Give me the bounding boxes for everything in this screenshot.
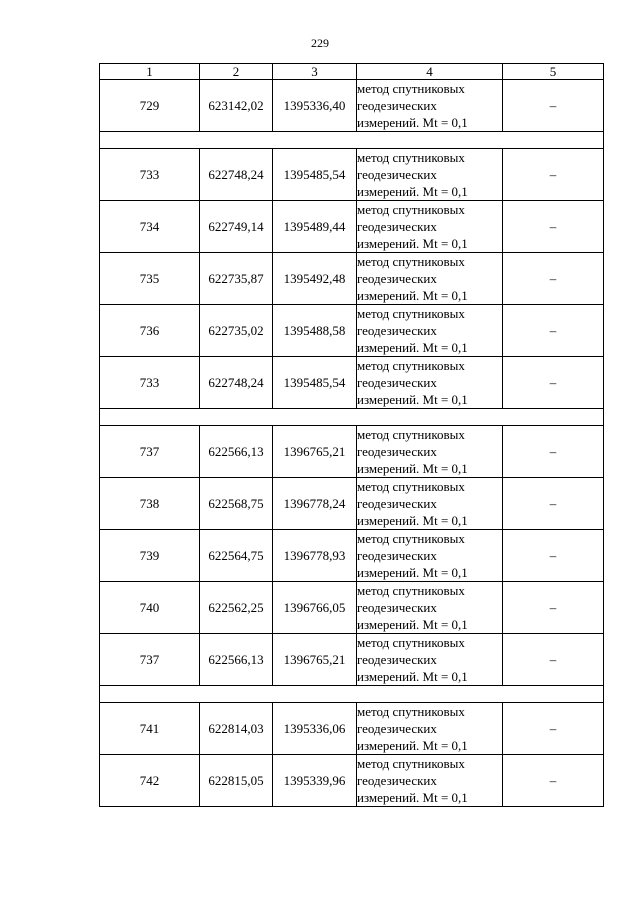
table-body	[100, 80, 604, 807]
method-line: измерений. Mt = 0,1	[357, 288, 468, 303]
x-coordinate-cell: 622748,24	[200, 149, 273, 201]
method-cell	[357, 703, 503, 755]
method-line: измерений. Mt = 0,1	[357, 340, 468, 355]
method-line: метод спутниковых	[357, 427, 465, 442]
point-number-cell: 738	[100, 478, 200, 530]
point-number-cell: 735	[100, 253, 200, 305]
method-line: измерений. Mt = 0,1	[357, 738, 468, 753]
method-line: геодезических	[357, 496, 437, 511]
method-line: измерений. Mt = 0,1	[357, 617, 468, 632]
method-line: геодезических	[357, 652, 437, 667]
method-line: измерений. Mt = 0,1	[357, 669, 468, 684]
method-line: метод спутниковых	[357, 202, 465, 217]
method-line: геодезических	[357, 444, 437, 459]
method-line: метод спутниковых	[357, 254, 465, 269]
group-separator-row	[100, 132, 604, 149]
point-number-cell: 734	[100, 201, 200, 253]
table-row	[100, 201, 604, 253]
x-coordinate-cell: 622562,25	[200, 582, 273, 634]
method-line: геодезических	[357, 773, 437, 788]
note-cell: –	[503, 80, 604, 132]
method-line: геодезических	[357, 548, 437, 563]
note-cell: –	[503, 755, 604, 807]
method-cell	[357, 80, 503, 132]
x-coordinate-cell: 622564,75	[200, 530, 273, 582]
y-coordinate-cell: 1396778,24	[273, 478, 357, 530]
method-line: геодезических	[357, 600, 437, 615]
method-cell	[357, 253, 503, 305]
table-row	[100, 305, 604, 357]
method-line: метод спутниковых	[357, 150, 465, 165]
x-coordinate-cell: 622568,75	[200, 478, 273, 530]
method-line: измерений. Mt = 0,1	[357, 461, 468, 476]
column-header: 3	[273, 64, 357, 80]
method-line: геодезических	[357, 98, 437, 113]
method-cell	[357, 755, 503, 807]
x-coordinate-cell: 623142,02	[200, 80, 273, 132]
method-cell	[357, 530, 503, 582]
method-line: метод спутниковых	[357, 704, 465, 719]
point-number-cell: 729	[100, 80, 200, 132]
method-line: метод спутниковых	[357, 306, 465, 321]
table-row	[100, 149, 604, 201]
table-row	[100, 634, 604, 686]
method-line: метод спутниковых	[357, 531, 465, 546]
point-number-cell: 737	[100, 426, 200, 478]
method-line: измерений. Mt = 0,1	[357, 513, 468, 528]
note-cell: –	[503, 582, 604, 634]
group-separator-row	[100, 409, 604, 426]
y-coordinate-cell: 1395336,40	[273, 80, 357, 132]
table-row	[100, 703, 604, 755]
note-cell: –	[503, 305, 604, 357]
y-coordinate-cell: 1395485,54	[273, 357, 357, 409]
method-cell	[357, 201, 503, 253]
x-coordinate-cell: 622814,03	[200, 703, 273, 755]
y-coordinate-cell: 1395485,54	[273, 149, 357, 201]
method-line: геодезических	[357, 375, 437, 390]
point-number-cell: 733	[100, 149, 200, 201]
method-line: измерений. Mt = 0,1	[357, 236, 468, 251]
y-coordinate-cell: 1396765,21	[273, 634, 357, 686]
method-cell	[357, 426, 503, 478]
group-separator-cell	[100, 409, 604, 426]
method-line: геодезических	[357, 167, 437, 182]
method-cell	[357, 357, 503, 409]
x-coordinate-cell: 622735,87	[200, 253, 273, 305]
method-line: измерений. Mt = 0,1	[357, 184, 468, 199]
y-coordinate-cell: 1396765,21	[273, 426, 357, 478]
method-line: измерений. Mt = 0,1	[357, 392, 468, 407]
method-line: геодезических	[357, 271, 437, 286]
method-cell	[357, 149, 503, 201]
note-cell: –	[503, 478, 604, 530]
y-coordinate-cell: 1395492,48	[273, 253, 357, 305]
group-separator-row	[100, 686, 604, 703]
table-row	[100, 530, 604, 582]
method-line: геодезических	[357, 323, 437, 338]
table-row	[100, 253, 604, 305]
method-line: метод спутниковых	[357, 756, 465, 771]
note-cell: –	[503, 357, 604, 409]
x-coordinate-cell: 622566,13	[200, 426, 273, 478]
method-line: измерений. Mt = 0,1	[357, 565, 468, 580]
x-coordinate-cell: 622815,05	[200, 755, 273, 807]
method-cell	[357, 478, 503, 530]
table-header	[100, 64, 604, 80]
method-cell	[357, 582, 503, 634]
method-cell	[357, 305, 503, 357]
note-cell: –	[503, 253, 604, 305]
group-separator-cell	[100, 132, 604, 149]
method-line: метод спутниковых	[357, 358, 465, 373]
group-separator-cell	[100, 686, 604, 703]
method-line: геодезических	[357, 721, 437, 736]
y-coordinate-cell: 1395339,96	[273, 755, 357, 807]
point-number-cell: 737	[100, 634, 200, 686]
table-row	[100, 357, 604, 409]
x-coordinate-cell: 622735,02	[200, 305, 273, 357]
column-header: 5	[503, 64, 604, 80]
table-row	[100, 478, 604, 530]
x-coordinate-cell: 622748,24	[200, 357, 273, 409]
point-number-cell: 741	[100, 703, 200, 755]
note-cell: –	[503, 703, 604, 755]
column-header: 2	[200, 64, 273, 80]
coordinates-table	[99, 63, 604, 807]
method-line: метод спутниковых	[357, 81, 465, 96]
method-cell	[357, 634, 503, 686]
method-line: геодезических	[357, 219, 437, 234]
point-number-cell: 733	[100, 357, 200, 409]
x-coordinate-cell: 622566,13	[200, 634, 273, 686]
note-cell: –	[503, 149, 604, 201]
page-number: 229	[311, 36, 329, 50]
method-line: метод спутниковых	[357, 583, 465, 598]
table-row	[100, 755, 604, 807]
note-cell: –	[503, 530, 604, 582]
point-number-cell: 739	[100, 530, 200, 582]
note-cell: –	[503, 201, 604, 253]
table-row	[100, 80, 604, 132]
table-row	[100, 582, 604, 634]
column-header: 4	[357, 64, 503, 80]
y-coordinate-cell: 1395488,58	[273, 305, 357, 357]
x-coordinate-cell: 622749,14	[200, 201, 273, 253]
method-line: измерений. Mt = 0,1	[357, 115, 468, 130]
note-cell: –	[503, 634, 604, 686]
note-cell: –	[503, 426, 604, 478]
method-line: метод спутниковых	[357, 635, 465, 650]
table-row	[100, 426, 604, 478]
method-line: измерений. Mt = 0,1	[357, 790, 468, 805]
method-line: метод спутниковых	[357, 479, 465, 494]
column-header: 1	[100, 64, 200, 80]
y-coordinate-cell: 1395336,06	[273, 703, 357, 755]
y-coordinate-cell: 1396766,05	[273, 582, 357, 634]
point-number-cell: 742	[100, 755, 200, 807]
y-coordinate-cell: 1395489,44	[273, 201, 357, 253]
y-coordinate-cell: 1396778,93	[273, 530, 357, 582]
point-number-cell: 736	[100, 305, 200, 357]
point-number-cell: 740	[100, 582, 200, 634]
